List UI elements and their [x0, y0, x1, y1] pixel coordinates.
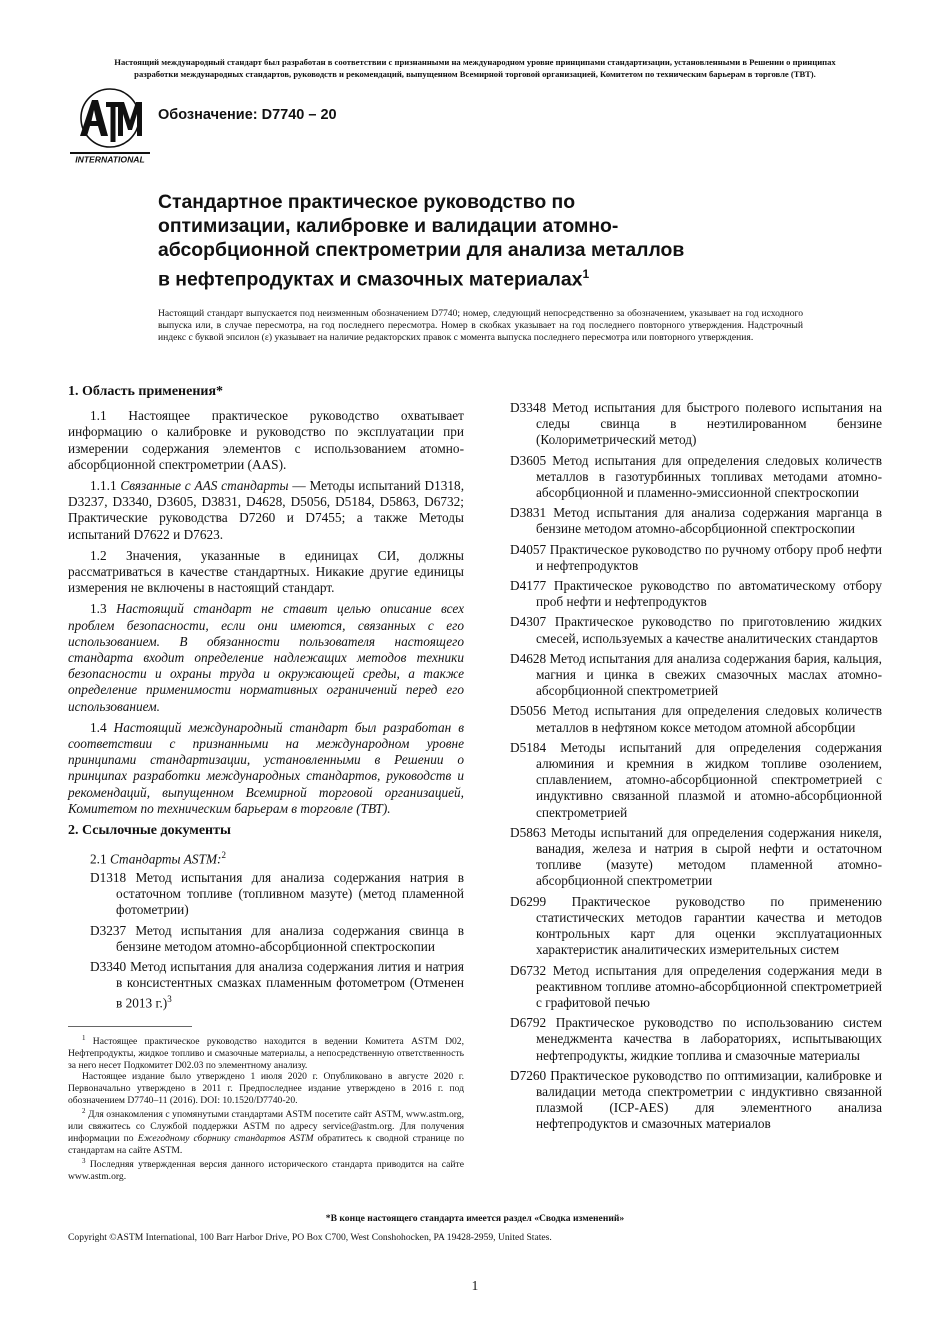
- section-1-heading: 1. Область применения*: [68, 384, 224, 399]
- reference-item: D4057 Практическое руководство по ручному отбору проб нефти и нефтепродуктов: [510, 541, 882, 573]
- paragraph-2-1: 2.1 Стандарты ASTM:$^2$: [90, 850, 226, 867]
- svg-text:INTERNATIONAL: INTERNATIONAL: [75, 154, 145, 164]
- paragraph-1-1: 1.1 Настоящее практическое руководство охватывает информацию о калибровке и руководство по эксплуатации при измерении содержания элементов с использованием атомно-абсорбционной спектрометрии (AAS).: [68, 408, 464, 472]
- reference-item: D4307 Практическое руководство по приготовлению жидких смесей, используемых а качестве аналитических стандартов: [510, 614, 882, 646]
- paragraph-1-2: 1.2 Значения, указанные в единицах СИ, должны рассматриваться в качестве стандартных. Никакие другие единицы измерения не включены в настоящий стандарт.: [68, 547, 464, 596]
- reference-item: D5863 Методы испытаний для определения содержания никеля, ванадия, железа и натрия в сырой нефти и остаточном топливе (мазуте) методом пламенной атомно-абсорбционной спектрометрии: [510, 824, 882, 889]
- summary-of-changes-note: *В конце настоящего стандарта имеется раздел «Сводка изменений»: [325, 1213, 625, 1224]
- left-column: [68, 384, 464, 1016]
- reference-item: D6299 Практическое руководство по применению статистических методов гарантии качества и методов контрольных карт для оценки эксплуатационных характеристик аналитических измерительных систем: [510, 893, 882, 958]
- paragraph-1-1-1: 1.1.1 Связанные с AAS стандарты — Методы испытаний D1318, D3237, D3340, D3605, D3831, D4628, D5056, D5184, D5863, D6732; Практические руководства D7260 и D7455; а также Методы испытаний D7622 и D7623.: [68, 478, 465, 542]
- paragraph-1-3: 1.3 Настоящий стандарт не ставит целью описание всех проблем безопасности, если они имеются, связанных с его использованием. В обязанности пользователя настоящего стандарта входит определение надлежащих методов техники безопасности и охраны труда и окружающей среды, а также определение применимости нормативных ограничений перед его использованием.: [68, 601, 464, 714]
- astm-logo: [68, 88, 152, 164]
- reference-item: D3340 Метод испытания для анализа содержания лития и натрия в консистентных смазках пламенным фотометром (Отменен в 2013 г.)$^3$: [90, 958, 464, 1011]
- title-footnote-mark: 1: [582, 267, 590, 281]
- title-line-3: абсорбционной спектрометрии для анализа металлов: [158, 239, 685, 261]
- right-column: [510, 400, 882, 1137]
- title-line-1: Стандартное практическое руководство по: [158, 191, 576, 213]
- section-2-heading: 2. Ссылочные документы: [68, 823, 231, 839]
- paragraph-1-4: 1.4 Настоящий международный стандарт был разработан в соответствии с признанными на международном уровне принципами стандартизации, установленными в Решении о принципах разработки международных стандартов, руководств и рекомендаций, выпущенном Всемирной торговой организацией, Комитетом по техническим барьерам в торговле (ТВТ).: [68, 719, 464, 816]
- reference-item: D4628 Метод испытания для анализа содержания бария, кальция, магния и цинка в свежих смазочных маслах атомно-абсорбционной спектрометрией: [510, 650, 882, 699]
- footnote-divider: [68, 1026, 192, 1027]
- footnote-1-edition: Настоящее издание было утверждено 1 июля 2020 г. Опубликовано в августе 2020 г. Первоначально утверждено в 2011 г. Предпоследнее издание утверждено в 2016 г. под обозначением D7740–11 (2016). DOI: 10.1520/D7740-20.: [68, 1071, 464, 1106]
- reference-item: D1318 Метод испытания для анализа содержания натрия в остаточном топливе (топливном мазуте) (метод пламенной фотометрии): [90, 869, 464, 918]
- copyright-line: Copyright ©ASTM International, 100 Barr Harbor Drive, PO Box C700, West Conshohocken, PA 19428-2959, United States.: [68, 1232, 552, 1243]
- footnotes: [68, 1033, 464, 1183]
- page-number: 1: [471, 1278, 479, 1293]
- title-line-2: оптимизации, калибровке и валидации атомно-: [158, 215, 619, 237]
- standard-designation: Обозначение: D7740 – 20: [158, 107, 337, 123]
- reference-item: D6732 Метод испытания для определения содержания меди в реактивном топливе атомно-абсорбционной спектрометрией с графитовой печью: [510, 962, 882, 1010]
- footnote-1: $^1$ Настоящее практическое руководство находится в ведении Комитета ASTM D02, Нефтепродукты, жидкое топливо и смазочные материалы, а непосредственную ответственность за него несет Подкомитет D02.03 по элементному анализу.: [68, 1034, 464, 1071]
- reference-item: D3237 Метод испытания для анализа содержания свинца в бензине методом атомно-абсорбционной спектроскопии: [90, 922, 464, 954]
- footnote-3: $^3$ Последняя утвержденная версия данного исторического стандарта приводится на сайте www.astm.org.: [68, 1157, 464, 1183]
- designation-explanation: Настоящий стандарт выпускается под неизменным обозначением D7740; номер, следующий непосредственно за обозначением, указывает на год исходного выпуска или, в случае пересмотра, на год последнего пересмотра. Номер в скобках указывает на год последнего повторного утверждения. Надстрочный индекс с буквой эпсилон (ε) указывает на наличие редакторских правок с момента выпуска последнего пересмотра или повторного утверждения.: [158, 308, 803, 343]
- notice-line-2: разработки международных стандартов, руководств и рекомендаций, выпущенном Всемирной торговой организацией, Комитетом по техническим барьерам в торговле (ТВТ).: [134, 69, 816, 79]
- notice-line-1: Настоящий международный стандарт был разработан в соответствии с признанными на международном уровне принципами стандартизации, установленными в Решении о принципах: [114, 57, 836, 67]
- reference-item: D5056 Метод испытания для определения следовых количеств металлов в нефтяном коксе методом атомной абсорбции: [510, 703, 882, 735]
- astm-logo-icon: [68, 88, 152, 164]
- reference-item: D3831 Метод испытания для анализа содержания марганца в бензине методом атомно-абсорбционной спектроскопии: [510, 505, 882, 537]
- reference-item: D7260 Практическое руководство по оптимизации, калибровке и валидации метода спектрометрии с индуктивно связанной плазмой (ICP-AES) для элементного анализа нефтепродуктов и смазочных материалов: [510, 1067, 882, 1132]
- international-standard-notice: [60, 56, 890, 80]
- reference-item: D3605 Метод испытания для определения следовых количеств металлов в газотурбинных топливах методами атомно-абсорбционной и пламенно-эмиссионной спектроскопии: [510, 452, 882, 501]
- reference-item: D3348 Метод испытания для быстрого полевого испытания на следы свинца в неэтилированном бензине (Колориметрический метод): [510, 400, 882, 448]
- footnote-2: $^2$ Для ознакомления с упомянутыми стандартами ASTM посетите сайт ASTM, www.astm.org, или свяжитесь со Службой поддержки ASTM по адресу service@astm.org. Для получения информации по Ежегодному сборнику стандартов ASTM обратитесь к сводной странице по стандартам на сайте ASTM.: [68, 1107, 464, 1156]
- reference-item: D4177 Практическое руководство по автоматическому отбору проб нефти и нефтепродуктов: [510, 578, 882, 610]
- reference-item: D5184 Методы испытаний для определения содержания алюминия и кремния в жидком топливе озолением, сплавлением, атомно-абсорбционной спектрометрией с индуктивно связанной плазмой и атомно-абсорбционной спектрометрией: [510, 739, 882, 820]
- reference-item: D6792 Практическое руководство по использованию систем менеджмента качества в лабораториях, испытывающих нефтепродукты, жидкие топлива и смазочные материалы: [510, 1015, 882, 1063]
- document-title: [158, 190, 818, 291]
- title-line-4: в нефтепродуктах и смазочных материалах: [158, 268, 583, 291]
